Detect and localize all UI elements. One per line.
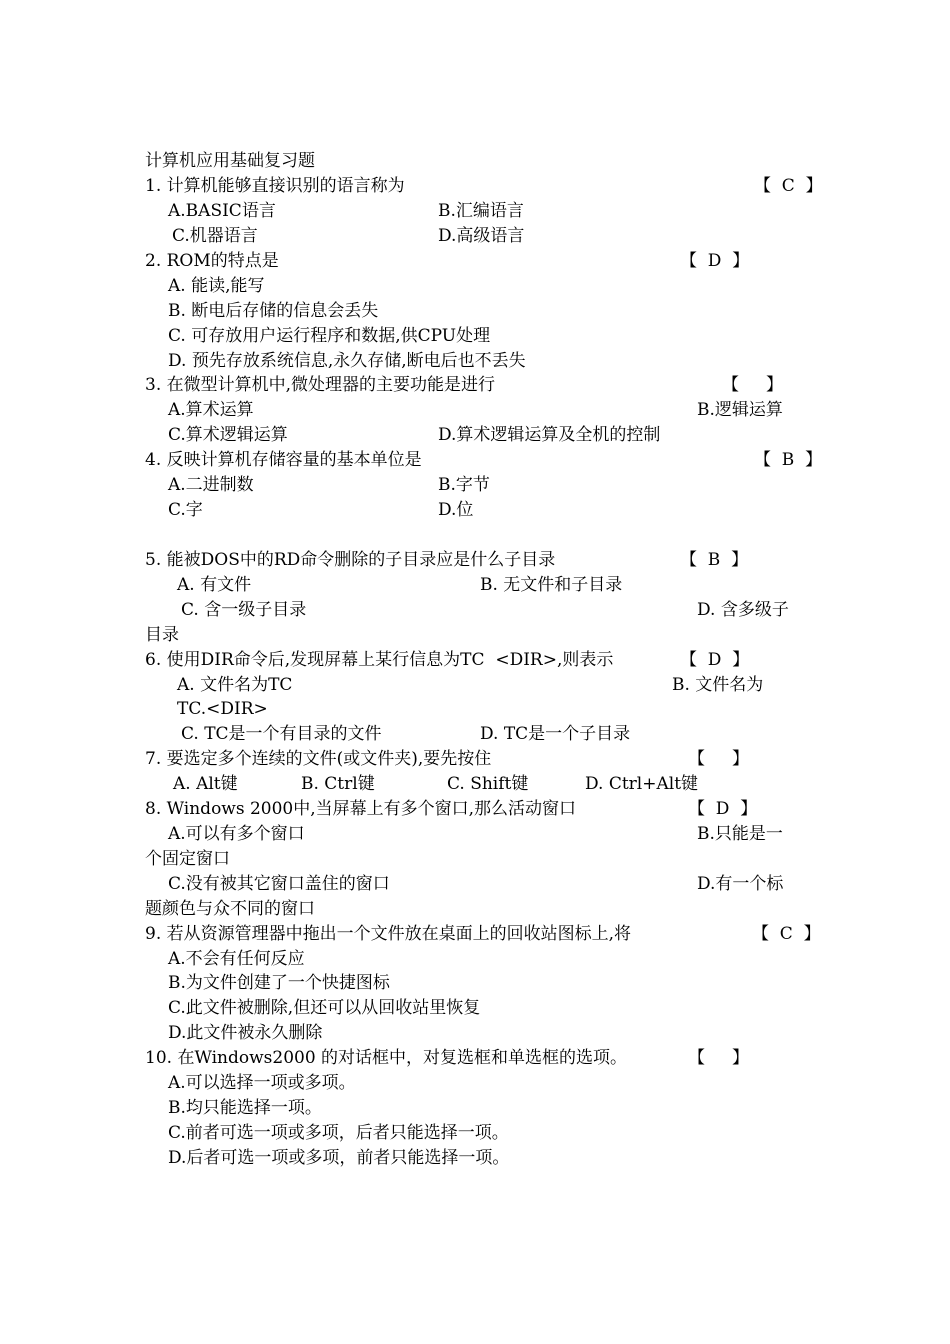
option-d: D.位 <box>438 500 474 520</box>
question-stem: 10. 在Windows2000 的对话框中，对复选框和单选框的选项。 <box>145 1048 628 1068</box>
answer-bracket: 【 】 <box>688 749 750 769</box>
answer-bracket: 【 C 】 <box>754 176 823 196</box>
question-stem: 6. 使用DIR命令后,发现屏幕上某行信息为TC <DIR>,则表示 <box>145 650 614 670</box>
option-d-continuation: 题颜色与众不同的窗口 <box>145 899 315 919</box>
option-a: A. 能读,能写 <box>168 276 265 296</box>
option-b: B. 文件名为 <box>672 675 764 695</box>
option-b: B.字节 <box>438 475 490 495</box>
answer-bracket: 【 D 】 <box>688 799 758 819</box>
option-d: D. 含多级子 <box>697 600 789 620</box>
question-stem: 5. 能被DOS中的RD命令删除的子目录应是什么子目录 <box>145 550 556 570</box>
option-d: D. TC是一个子目录 <box>480 724 631 744</box>
option-c: C.此文件被删除,但还可以从回收站里恢复 <box>168 998 481 1018</box>
answer-bracket: 【 】 <box>722 375 784 395</box>
answer-bracket: 【 B 】 <box>754 450 823 470</box>
option-c: C. Shift键 <box>447 774 529 794</box>
question-stem: 9. 若从资源管理器中拖出一个文件放在桌面上的回收站图标上,将 <box>145 924 632 944</box>
page-title: 计算机应用基础复习题 <box>145 151 315 171</box>
option-a: A.BASIC语言 <box>168 201 276 221</box>
question-stem: 1. 计算机能够直接识别的语言称为 <box>145 176 405 196</box>
option-d: D.高级语言 <box>438 226 525 246</box>
answer-bracket: 【 C 】 <box>752 924 821 944</box>
option-a: A. 文件名为TC <box>177 675 293 695</box>
option-a: A. 有文件 <box>177 575 252 595</box>
option-a: A. Alt键 <box>173 774 238 794</box>
option-b: B.均只能选择一项。 <box>168 1098 322 1118</box>
option-a: A.二进制数 <box>168 475 254 495</box>
option-b-continuation: 个固定窗口 <box>145 849 230 869</box>
option-b: B. 断电后存储的信息会丢失 <box>168 301 379 321</box>
question-stem: 3. 在微型计算机中,微处理器的主要功能是进行 <box>145 375 496 395</box>
option-a: A.不会有任何反应 <box>168 949 305 969</box>
option-d: D. 预先存放系统信息,永久存储,断电后也不丢失 <box>168 351 526 371</box>
option-b: B. Ctrl键 <box>301 774 375 794</box>
option-d: D.后者可选一项或多项，前者只能选择一项。 <box>168 1148 510 1168</box>
question-stem: 2. ROM的特点是 <box>145 251 279 271</box>
option-d: D.有一个标 <box>697 874 784 894</box>
question-stem: 7. 要选定多个连续的文件(或文件夹),要先按住 <box>145 749 492 769</box>
option-a: A.可以有多个窗口 <box>168 824 305 844</box>
option-c: C.前者可选一项或多项，后者只能选择一项。 <box>168 1123 509 1143</box>
option-a: A.算术运算 <box>168 400 254 420</box>
option-b: B.为文件创建了一个快捷图标 <box>168 973 390 993</box>
option-b-continuation: TC.<DIR> <box>177 699 268 719</box>
option-b: B.汇编语言 <box>438 201 524 221</box>
answer-bracket: 【 B 】 <box>680 550 749 570</box>
option-d: D.算术逻辑运算及全机的控制 <box>438 425 661 445</box>
option-b: B.只能是一 <box>697 824 783 844</box>
option-c: C.字 <box>168 500 203 520</box>
answer-bracket: 【 】 <box>688 1048 750 1068</box>
option-c: C. TC是一个有目录的文件 <box>181 724 382 744</box>
question-stem: 4. 反映计算机存储容量的基本单位是 <box>145 450 422 470</box>
option-d: D.此文件被永久删除 <box>168 1023 323 1043</box>
option-c: C. 可存放用户运行程序和数据,供CPU处理 <box>168 326 491 346</box>
option-c: C. 含一级子目录 <box>181 600 307 620</box>
option-b: B.逻辑运算 <box>697 400 783 420</box>
option-a: A.可以选择一项或多项。 <box>168 1073 356 1093</box>
option-d: D. Ctrl+Alt键 <box>585 774 699 794</box>
option-d-continuation: 目录 <box>145 625 179 645</box>
option-b: B. 无文件和子目录 <box>480 575 623 595</box>
answer-bracket: 【 D 】 <box>680 650 750 670</box>
answer-bracket: 【 D 】 <box>680 251 750 271</box>
option-c: C.算术逻辑运算 <box>168 425 288 445</box>
option-c: C.没有被其它窗口盖住的窗口 <box>168 874 390 894</box>
option-c: C.机器语言 <box>172 226 258 246</box>
question-stem: 8. Windows 2000中,当屏幕上有多个窗口,那么活动窗口 <box>145 799 577 819</box>
